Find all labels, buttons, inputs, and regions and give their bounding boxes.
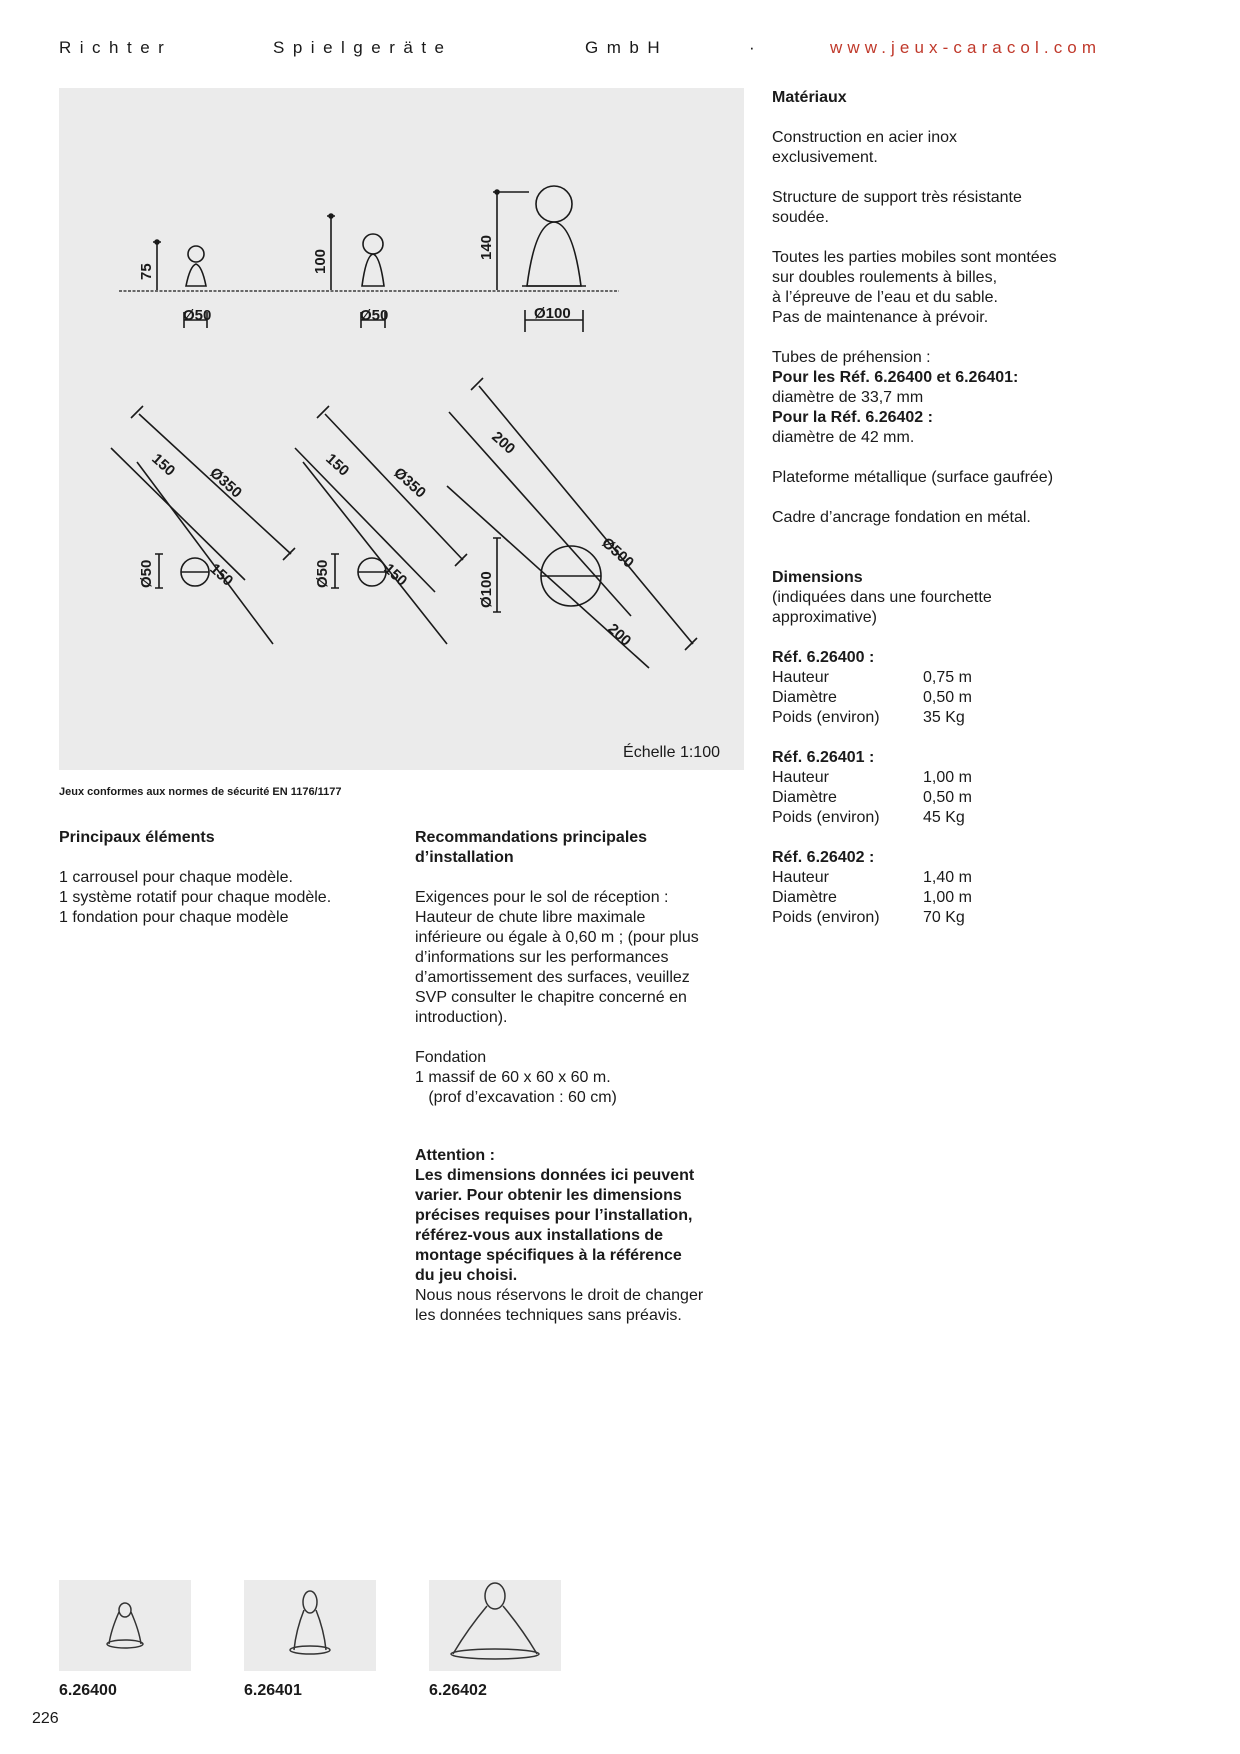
plan-1-a: 150: [148, 450, 179, 480]
principal-line: 1 fondation pour chaque modèle: [59, 909, 289, 926]
materials-line: Pour la Réf. 6.26402 :: [772, 409, 933, 426]
materials-line: Cadre d’ancrage fondation en métal.: [772, 509, 1031, 526]
header-company-2: Spielgeräte: [273, 38, 453, 57]
dim-key: Poids (environ): [772, 909, 880, 926]
elev-height-2: 100: [312, 248, 329, 274]
recommendations-title: Recommandations principales: [415, 829, 648, 846]
materials-title: Matériaux: [772, 89, 847, 106]
elev-diameter-3: Ø100: [534, 305, 571, 322]
dim-value: 70 Kg: [923, 909, 965, 926]
plan-2-b: 150: [380, 560, 411, 590]
page-number: 226: [32, 1710, 59, 1727]
dim-value: 1,00 m: [923, 889, 972, 906]
materials-line: Structure de support très résistante: [772, 189, 1022, 206]
dim-row: [772, 808, 1192, 828]
materials-line: exclusivement.: [772, 149, 878, 166]
drawing-scale: Échelle 1:100: [623, 744, 720, 761]
dim-value: 0,50 m: [923, 789, 972, 806]
elev-height-1: 75: [138, 263, 155, 280]
dim-key: Hauteur: [772, 769, 829, 786]
thumbnail-label: 6.26402: [429, 1682, 487, 1699]
recommendations-title: d’installation: [415, 849, 514, 866]
dim-key: Poids (environ): [772, 709, 880, 726]
attention-line: Attention :: [415, 1147, 495, 1164]
elev-diameter-1: Ø50: [183, 307, 212, 324]
recommendations-line: introduction).: [415, 1009, 508, 1026]
header-url: www.jeux-caracol.com: [830, 38, 1102, 57]
foundation-line: Fondation: [415, 1049, 487, 1066]
materials-line: à l’épreuve de l’eau et du sable.: [772, 289, 998, 306]
materials-line: Pas de maintenance à prévoir.: [772, 309, 989, 326]
ref-title: Réf. 6.26401 :: [772, 749, 875, 766]
elevation-3: [478, 186, 586, 332]
dim-value: 45 Kg: [923, 809, 965, 826]
thumbnail-label: 6.26401: [244, 1682, 302, 1699]
carousel-large-icon: [429, 1580, 561, 1671]
foundation-line: (prof d’excavation : 60 cm): [415, 1089, 617, 1106]
dim-value: 0,50 m: [923, 689, 972, 706]
dim-row: [772, 668, 1192, 688]
thumbnail-6-26402: [429, 1580, 561, 1671]
attention-line: du jeu choisi.: [415, 1267, 518, 1284]
materials-line: Pour les Réf. 6.26400 et 6.26401:: [772, 369, 1019, 386]
elev-diameter-2: Ø50: [360, 307, 389, 324]
materials-line: diamètre de 42 mm.: [772, 429, 915, 446]
carousel-small-icon: [59, 1580, 191, 1671]
thumbnail-6-26401: [244, 1580, 376, 1671]
recommendations-line: inférieure ou égale à 0,60 m ; (pour plus: [415, 929, 699, 946]
plan-1: [111, 406, 295, 644]
attention-line: Les dimensions données ici peuvent: [415, 1167, 695, 1184]
plan-3-b: 200: [604, 620, 635, 650]
dimensions-sub: approximative): [772, 609, 877, 626]
materials-line: Tubes de préhension :: [772, 349, 931, 366]
ref-title: Réf. 6.26400 :: [772, 649, 875, 666]
dim-row: [772, 708, 1192, 728]
materials-line: soudée.: [772, 209, 829, 226]
dim-value: 35 Kg: [923, 709, 965, 726]
principal-title: Principaux éléments: [59, 829, 215, 846]
plan-1-b: 150: [206, 560, 237, 590]
recommendations-line: d’amortissement des surfaces, veuillez: [415, 969, 690, 986]
dim-key: Diamètre: [772, 689, 837, 706]
dim-row: [772, 868, 1192, 888]
dim-row: [772, 688, 1192, 708]
dim-key: Hauteur: [772, 869, 829, 886]
dim-key: Poids (environ): [772, 809, 880, 826]
recommendations-line: SVP consulter le chapitre concerné en: [415, 989, 687, 1006]
principal-line: 1 système rotatif pour chaque modèle.: [59, 889, 332, 906]
thumbnail-label: 6.26400: [59, 1682, 117, 1699]
principal-line: 1 carrousel pour chaque modèle.: [59, 869, 293, 886]
thumbnail-6-26400: [59, 1580, 191, 1671]
attention-line: montage spécifiques à la référence: [415, 1247, 682, 1264]
plan-2-a: 150: [322, 450, 353, 480]
plan-3-a: 200: [488, 428, 519, 458]
dimensions-sub: (indiquées dans une fourchette: [772, 589, 992, 606]
materials-dimensions: [772, 88, 1192, 928]
technical-drawing: [59, 88, 744, 770]
principal-elements: [59, 828, 399, 928]
materials-line: diamètre de 33,7 mm: [772, 389, 924, 406]
plan-2: [295, 406, 467, 644]
elev-height-3: 140: [478, 234, 495, 260]
dim-row: [772, 788, 1192, 808]
materials-line: Construction en acier inox: [772, 129, 957, 146]
header-separator: ·: [749, 38, 764, 57]
plan-2-c: Ø350: [390, 464, 429, 502]
dim-key: Hauteur: [772, 669, 829, 686]
attention-line: varier. Pour obtenir les dimensions: [415, 1187, 682, 1204]
plan-1-d: Ø50: [138, 559, 155, 588]
carousel-medium-icon: [244, 1580, 376, 1671]
drawing-svg: [59, 88, 744, 770]
dim-value: 0,75 m: [923, 669, 972, 686]
foundation-line: 1 massif de 60 x 60 x 60 m.: [415, 1069, 611, 1086]
plan-2-d: Ø50: [314, 559, 331, 588]
dim-value: 1,40 m: [923, 869, 972, 886]
dimensions-title: Dimensions: [772, 569, 863, 586]
attention-line: précises requises pour l’installation,: [415, 1207, 693, 1224]
plan-3: [447, 378, 697, 668]
disclaimer-line: Nous nous réservons le droit de changer: [415, 1287, 704, 1304]
elevation-2: [312, 214, 388, 328]
plan-1-c: Ø350: [206, 464, 245, 502]
safety-norm: Jeux conformes aux normes de sécurité EN 1176/1177: [59, 786, 342, 798]
recommendations-line: Hauteur de chute libre maximale: [415, 909, 646, 926]
materials-line: Toutes les parties mobiles sont montées: [772, 249, 1057, 266]
header-company-1: Richter: [59, 38, 173, 57]
plan-3-c: Ø500: [598, 534, 637, 572]
disclaimer-line: les données techniques sans préavis.: [415, 1307, 682, 1324]
dim-value: 1,00 m: [923, 769, 972, 786]
ref-title: Réf. 6.26402 :: [772, 849, 875, 866]
installation-recommendations: [415, 828, 755, 1326]
dim-key: Diamètre: [772, 889, 837, 906]
dim-row: [772, 908, 1192, 928]
elevation-1: [138, 240, 211, 328]
materials-line: Plateforme métallique (surface gaufrée): [772, 469, 1054, 486]
recommendations-line: Exigences pour le sol de réception :: [415, 889, 669, 906]
dim-key: Diamètre: [772, 789, 837, 806]
attention-line: référez-vous aux installations de: [415, 1227, 664, 1244]
materials-line: sur doubles roulements à billes,: [772, 269, 998, 286]
header-company-3: GmbH: [585, 38, 669, 57]
dim-row: [772, 888, 1192, 908]
dim-row: [772, 768, 1192, 788]
plan-3-d: Ø100: [478, 571, 495, 608]
recommendations-line: d’informations sur les performances: [415, 949, 669, 966]
